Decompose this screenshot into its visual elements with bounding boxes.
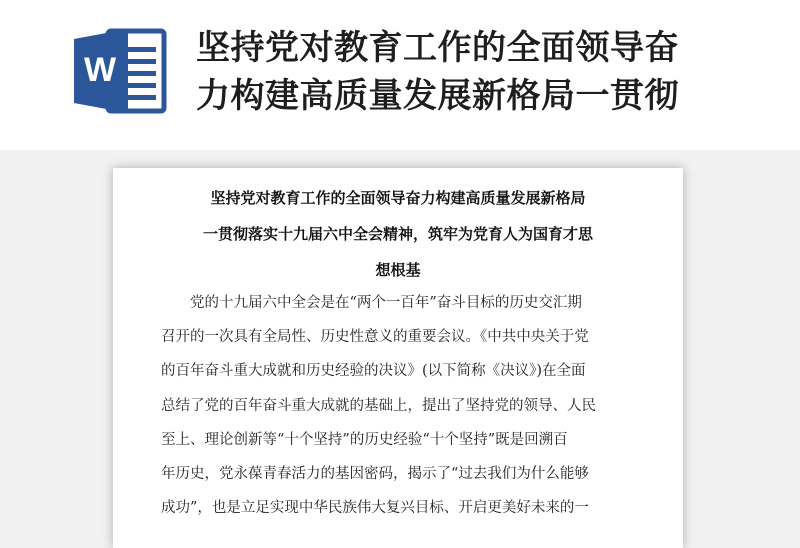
body-line: 的百年奋斗重大成就和历史经验的决议》(以下简称《决议》)在全面 [161,363,586,380]
word-logo-letter: W [83,51,117,89]
header-banner [0,0,800,150]
page-title-line: 力构建高质量发展新格局一贯彻 [196,76,679,116]
page-title-line: 坚持党对教育工作的全面领导奋 [196,28,679,68]
document-preview-page [113,168,683,548]
body-line: 总结了党的百年奋斗重大成就的基础上，提出了坚持党的领导、人民 [161,397,596,414]
document-title-line: 一贯彻落实十九届六中全会精神，筑牢为党育人为国育才思 [202,225,593,243]
body-line: 至上、理论创新等“十个坚持”的历史经验“十个坚持”既是回溯百 [161,431,568,448]
body-line: 成功”，也是立足实现中华民族伟大复兴目标、开启更美好未来的一 [161,500,589,517]
document-body [161,286,635,525]
body-line: 召开的一次具有全局性、历史性意义的重要会议。《中共中央关于党 [161,329,589,346]
document-title-line: 想根基 [375,261,421,279]
page-title [196,24,776,120]
document-title-line: 坚持党对教育工作的全面领导奋力构建高质量发展新格局 [210,189,586,207]
body-line: 党的十九届六中全会是在“两个一百年”奋斗目标的历史交汇期 [190,295,582,311]
microsoft-word-icon [70,25,170,117]
document-title [163,180,633,288]
body-line: 年历史，党永葆青春活力的基因密码，揭示了“过去我们为什么能够 [161,466,589,483]
